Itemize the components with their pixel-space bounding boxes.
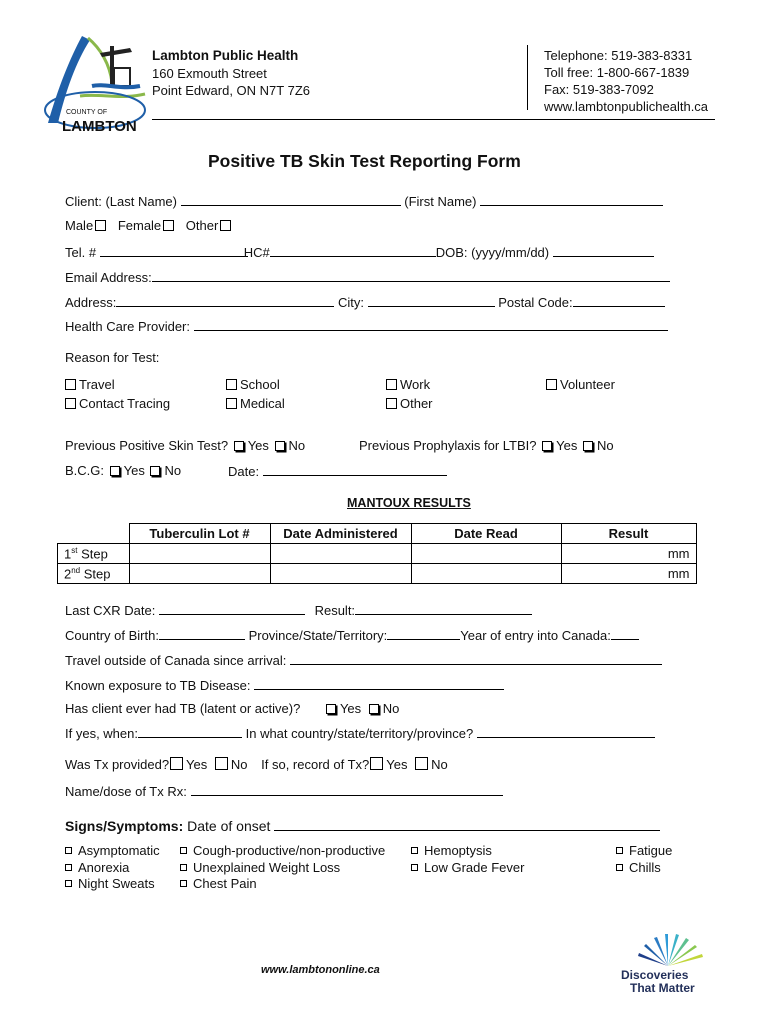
symptom-checkbox[interactable] [180, 847, 187, 854]
work-checkbox[interactable] [386, 379, 397, 390]
postal-code-label: Postal Code: [498, 295, 573, 310]
mantoux-heading: MANTOUX RESULTS [347, 496, 471, 510]
symptom-label: Chills [629, 859, 661, 875]
if-yes-label: If yes, when: [65, 726, 138, 741]
bcg-yes-checkbox[interactable] [110, 466, 120, 476]
row-sex [65, 218, 234, 233]
row-cxr [65, 602, 532, 618]
prev-prophylaxis-label: Previous Prophylaxis for LTBI? [359, 438, 537, 453]
logo-county-label: COUNTY OF [66, 109, 108, 116]
cxr-date-field[interactable] [159, 602, 305, 615]
step1-label [58, 544, 130, 564]
travel-label: Travel [79, 377, 115, 392]
symptoms-col-1 [65, 843, 160, 893]
row-prev-skin-test [65, 438, 305, 453]
col-date-read: Date Read [411, 524, 561, 544]
symptom-checkbox[interactable] [65, 864, 72, 871]
cxr-result-label: Result: [314, 603, 356, 618]
step2-word: Step [83, 566, 111, 582]
row-country [65, 627, 639, 643]
symptom-checkbox[interactable] [411, 864, 418, 871]
tx-no-label: No [230, 757, 248, 772]
step1-lot-cell[interactable] [129, 544, 270, 564]
medical-checkbox[interactable] [226, 398, 237, 409]
email-label: Email Address: [65, 270, 152, 285]
bcg-no-label: No [164, 463, 182, 478]
logo-name-label: LAMBTON [62, 118, 137, 135]
travel-checkbox[interactable] [65, 379, 76, 390]
provider-label: Health Care Provider: [65, 319, 190, 334]
step1-suffix: st [71, 545, 78, 555]
contact-website[interactable]: www.lambtonpublichealth.ca [544, 99, 709, 114]
tx-provided-label: Was Tx provided? [65, 757, 170, 772]
province-label: Province/State/Territory: [248, 628, 388, 643]
city-field[interactable] [368, 294, 495, 307]
dob-label: DOB: (yyyy/mm/dd) [435, 245, 550, 260]
tel-label: Tel. # [65, 245, 97, 260]
symptom-checkbox[interactable] [411, 847, 418, 854]
province-field[interactable] [387, 627, 460, 640]
step1-administered-cell[interactable] [270, 544, 411, 564]
bcg-date-field[interactable] [263, 463, 447, 476]
symptom-label: Low Grade Fever [424, 859, 525, 875]
symptom-checkbox[interactable] [65, 880, 72, 887]
had-tb-no-checkbox[interactable] [369, 704, 379, 714]
symptom-label: Hemoptysis [424, 843, 492, 858]
if-yes-when-field[interactable] [138, 725, 242, 738]
tx-record-label: If so, record of Tx? [261, 757, 370, 772]
symptom-item[interactable] [616, 860, 672, 877]
travel-outside-field[interactable] [290, 652, 662, 665]
reason-contact[interactable] [65, 396, 170, 411]
reason-work[interactable] [386, 377, 430, 392]
tagline-line1: Discoveries [621, 968, 689, 982]
step1-number: 1 [64, 546, 72, 562]
step2-number: 2 [64, 566, 72, 582]
prev-skin-test-label: Previous Positive Skin Test? [65, 438, 229, 453]
other-sex-label: Other [185, 218, 219, 233]
symptom-checkbox[interactable] [616, 864, 623, 871]
org-name: Lambton Public Health [152, 48, 299, 63]
onset-label: Date of onset [187, 818, 271, 834]
bcg-yes-label: Yes [123, 463, 145, 478]
had-tb-yes-label: Yes [339, 701, 362, 716]
onset-field[interactable] [274, 818, 660, 831]
hc-field[interactable] [270, 244, 436, 257]
symptom-label: Cough-productive/non-productive [193, 843, 386, 858]
symptom-label: Chest Pain [193, 876, 257, 891]
exposure-label: Known exposure to TB Disease: [65, 678, 251, 693]
prev-skin-no-label: No [288, 438, 306, 453]
symptom-item[interactable] [411, 860, 524, 877]
symptoms-col-3 [411, 843, 524, 876]
contact-fax: Fax: 519-383-7092 [544, 82, 654, 97]
bcg-label: B.C.G: [65, 463, 105, 478]
symptom-checkbox[interactable] [180, 864, 187, 871]
tx-record-no-checkbox[interactable] [415, 757, 428, 770]
year-entry-field[interactable] [611, 627, 639, 640]
contact-telephone: Telephone: 519-383-8331 [544, 48, 693, 63]
tx-yes-label: Yes [186, 757, 208, 772]
row-if-yes [65, 725, 655, 741]
exposure-field[interactable] [254, 677, 504, 690]
reason-travel[interactable] [65, 377, 115, 392]
row-prev-prophylaxis [359, 438, 614, 453]
row-client-name [65, 193, 663, 209]
symptoms-col-2 [180, 843, 385, 893]
footer-website[interactable]: www.lambtononline.ca [261, 964, 380, 976]
had-tb-no-label: No [382, 701, 400, 716]
mantoux-step1-row [58, 544, 697, 564]
symptom-label: Fatigue [629, 843, 673, 858]
work-label: Work [400, 377, 431, 392]
contact-tollfree: Toll free: 1-800-667-1839 [544, 65, 690, 80]
female-checkbox[interactable] [163, 220, 174, 231]
female-label: Female [117, 218, 162, 233]
row-bcg-date [228, 463, 447, 479]
school-checkbox[interactable] [226, 379, 237, 390]
prophylaxis-yes-label: Yes [556, 438, 578, 453]
hc-label: HC# [243, 245, 270, 260]
symptom-label: Unexplained Weight Loss [193, 859, 341, 875]
bcg-date-label: Date: [228, 464, 260, 479]
tel-field[interactable] [100, 244, 248, 257]
step2-suffix: nd [71, 565, 81, 575]
row-address [65, 294, 665, 310]
provider-field[interactable] [194, 318, 668, 331]
prev-skin-no-checkbox[interactable] [275, 441, 285, 451]
other-reason-label: Other [400, 396, 433, 411]
step2-lot-cell[interactable] [129, 564, 270, 584]
cxr-result-field[interactable] [355, 602, 532, 615]
tagline-line2: That Matter [630, 981, 695, 995]
symptom-item[interactable] [180, 876, 385, 893]
symptom-label: Night Sweats [78, 876, 155, 891]
step2-label [58, 564, 130, 584]
row-name-dose [65, 783, 503, 799]
col-tuberculin-lot: Tuberculin Lot # [129, 524, 270, 544]
male-label: Male [65, 218, 94, 233]
symptom-label: Asymptomatic [78, 843, 160, 858]
symptom-item[interactable] [180, 843, 385, 860]
other-reason-checkbox[interactable] [386, 398, 397, 409]
step1-read-cell[interactable] [411, 544, 561, 564]
prophylaxis-yes-checkbox[interactable] [542, 441, 552, 451]
school-label: School [240, 377, 280, 392]
contact-tracing-label: Contact Tracing [79, 396, 171, 411]
address-field[interactable] [116, 294, 334, 307]
name-dose-label: Name/dose of Tx Rx: [65, 784, 187, 799]
reason-school[interactable] [226, 377, 280, 392]
form-title: Positive TB Skin Test Reporting Form [208, 151, 521, 171]
reason-label: Reason for Test: [65, 350, 160, 365]
first-name-field[interactable] [480, 193, 663, 206]
col-date-administered: Date Administered [270, 524, 411, 544]
email-field[interactable] [152, 269, 670, 282]
prev-skin-yes-label: Yes [247, 438, 269, 453]
male-checkbox[interactable] [95, 220, 106, 231]
symptom-item[interactable] [180, 860, 385, 877]
dob-field[interactable] [553, 244, 654, 257]
volunteer-label: Volunteer [560, 377, 615, 392]
row-tel [65, 244, 654, 260]
travel-outside-label: Travel outside of Canada since arrival: [65, 653, 287, 668]
discoveries-logo [618, 928, 728, 968]
country-birth-label: Country of Birth: [65, 628, 159, 643]
row-symptoms-heading [65, 818, 660, 834]
mantoux-corner [58, 524, 130, 544]
symptom-item[interactable] [65, 860, 160, 877]
symptom-label: Anorexia [78, 859, 130, 875]
last-name-label: Client: (Last Name) [65, 194, 177, 209]
prev-skin-yes-checkbox[interactable] [234, 441, 244, 451]
row-travel-outside [65, 652, 662, 668]
reason-other[interactable] [386, 396, 433, 411]
step2-administered-cell[interactable] [270, 564, 411, 584]
volunteer-checkbox[interactable] [546, 379, 557, 390]
name-dose-field[interactable] [191, 783, 503, 796]
symptom-checkbox[interactable] [180, 880, 187, 887]
had-tb-label: Has client ever had TB (latent or active)? [65, 701, 301, 716]
postal-code-field[interactable] [573, 294, 665, 307]
country-birth-field[interactable] [159, 627, 245, 640]
tx-no-checkbox[interactable] [215, 757, 228, 770]
tx-yes-checkbox[interactable] [170, 757, 183, 770]
symptom-item[interactable] [65, 843, 160, 860]
tx-record-no-label: No [431, 757, 448, 772]
tx-record-yes-label: Yes [386, 757, 408, 772]
mantoux-table [57, 523, 697, 584]
tx-record-yes-checkbox[interactable] [370, 757, 383, 770]
reason-volunteer[interactable] [546, 377, 615, 392]
symptom-item[interactable] [616, 843, 672, 860]
prophylaxis-no-label: No [596, 438, 614, 453]
symptom-item[interactable] [411, 843, 524, 860]
step2-unit: mm [667, 566, 690, 581]
step1-word: Step [81, 546, 108, 562]
org-address-line2: Point Edward, ON N7T 7Z6 [152, 83, 310, 98]
had-tb-yes-checkbox[interactable] [326, 704, 336, 714]
first-name-label: (First Name) [404, 194, 477, 209]
where-field[interactable] [477, 725, 655, 738]
row-provider [65, 318, 668, 334]
prophylaxis-no-checkbox[interactable] [583, 441, 593, 451]
where-label: In what country/state/territory/province? [245, 726, 474, 741]
row-tx [65, 757, 448, 772]
symptom-checkbox[interactable] [65, 847, 72, 854]
year-entry-label: Year of entry into Canada: [460, 628, 611, 643]
symptoms-heading: Signs/Symptoms: [65, 818, 184, 834]
last-name-field[interactable] [181, 193, 401, 206]
mantoux-step2-row [58, 564, 697, 584]
symptom-item[interactable] [65, 876, 160, 893]
contact-tracing-checkbox[interactable] [65, 398, 76, 409]
city-label: City: [337, 295, 364, 310]
bcg-no-checkbox[interactable] [150, 466, 160, 476]
other-sex-checkbox[interactable] [220, 220, 231, 231]
row-email [65, 269, 670, 285]
header-rule [152, 119, 715, 120]
step1-result-cell[interactable] [561, 544, 696, 564]
cxr-date-label: Last CXR Date: [65, 603, 156, 618]
reason-medical[interactable] [226, 396, 285, 411]
row-had-tb [65, 701, 399, 716]
mantoux-header-row [58, 524, 697, 544]
step2-result-cell[interactable] [561, 564, 696, 584]
symptoms-col-4 [616, 843, 672, 876]
address-label: Address: [65, 295, 117, 310]
symptom-checkbox[interactable] [616, 847, 623, 854]
step1-unit: mm [667, 546, 690, 561]
row-bcg [65, 463, 181, 478]
step2-read-cell[interactable] [411, 564, 561, 584]
org-address-line1: 160 Exmouth Street [152, 66, 267, 81]
row-exposure [65, 677, 504, 693]
header-divider [527, 45, 528, 110]
medical-label: Medical [240, 396, 285, 411]
col-result: Result [561, 524, 696, 544]
